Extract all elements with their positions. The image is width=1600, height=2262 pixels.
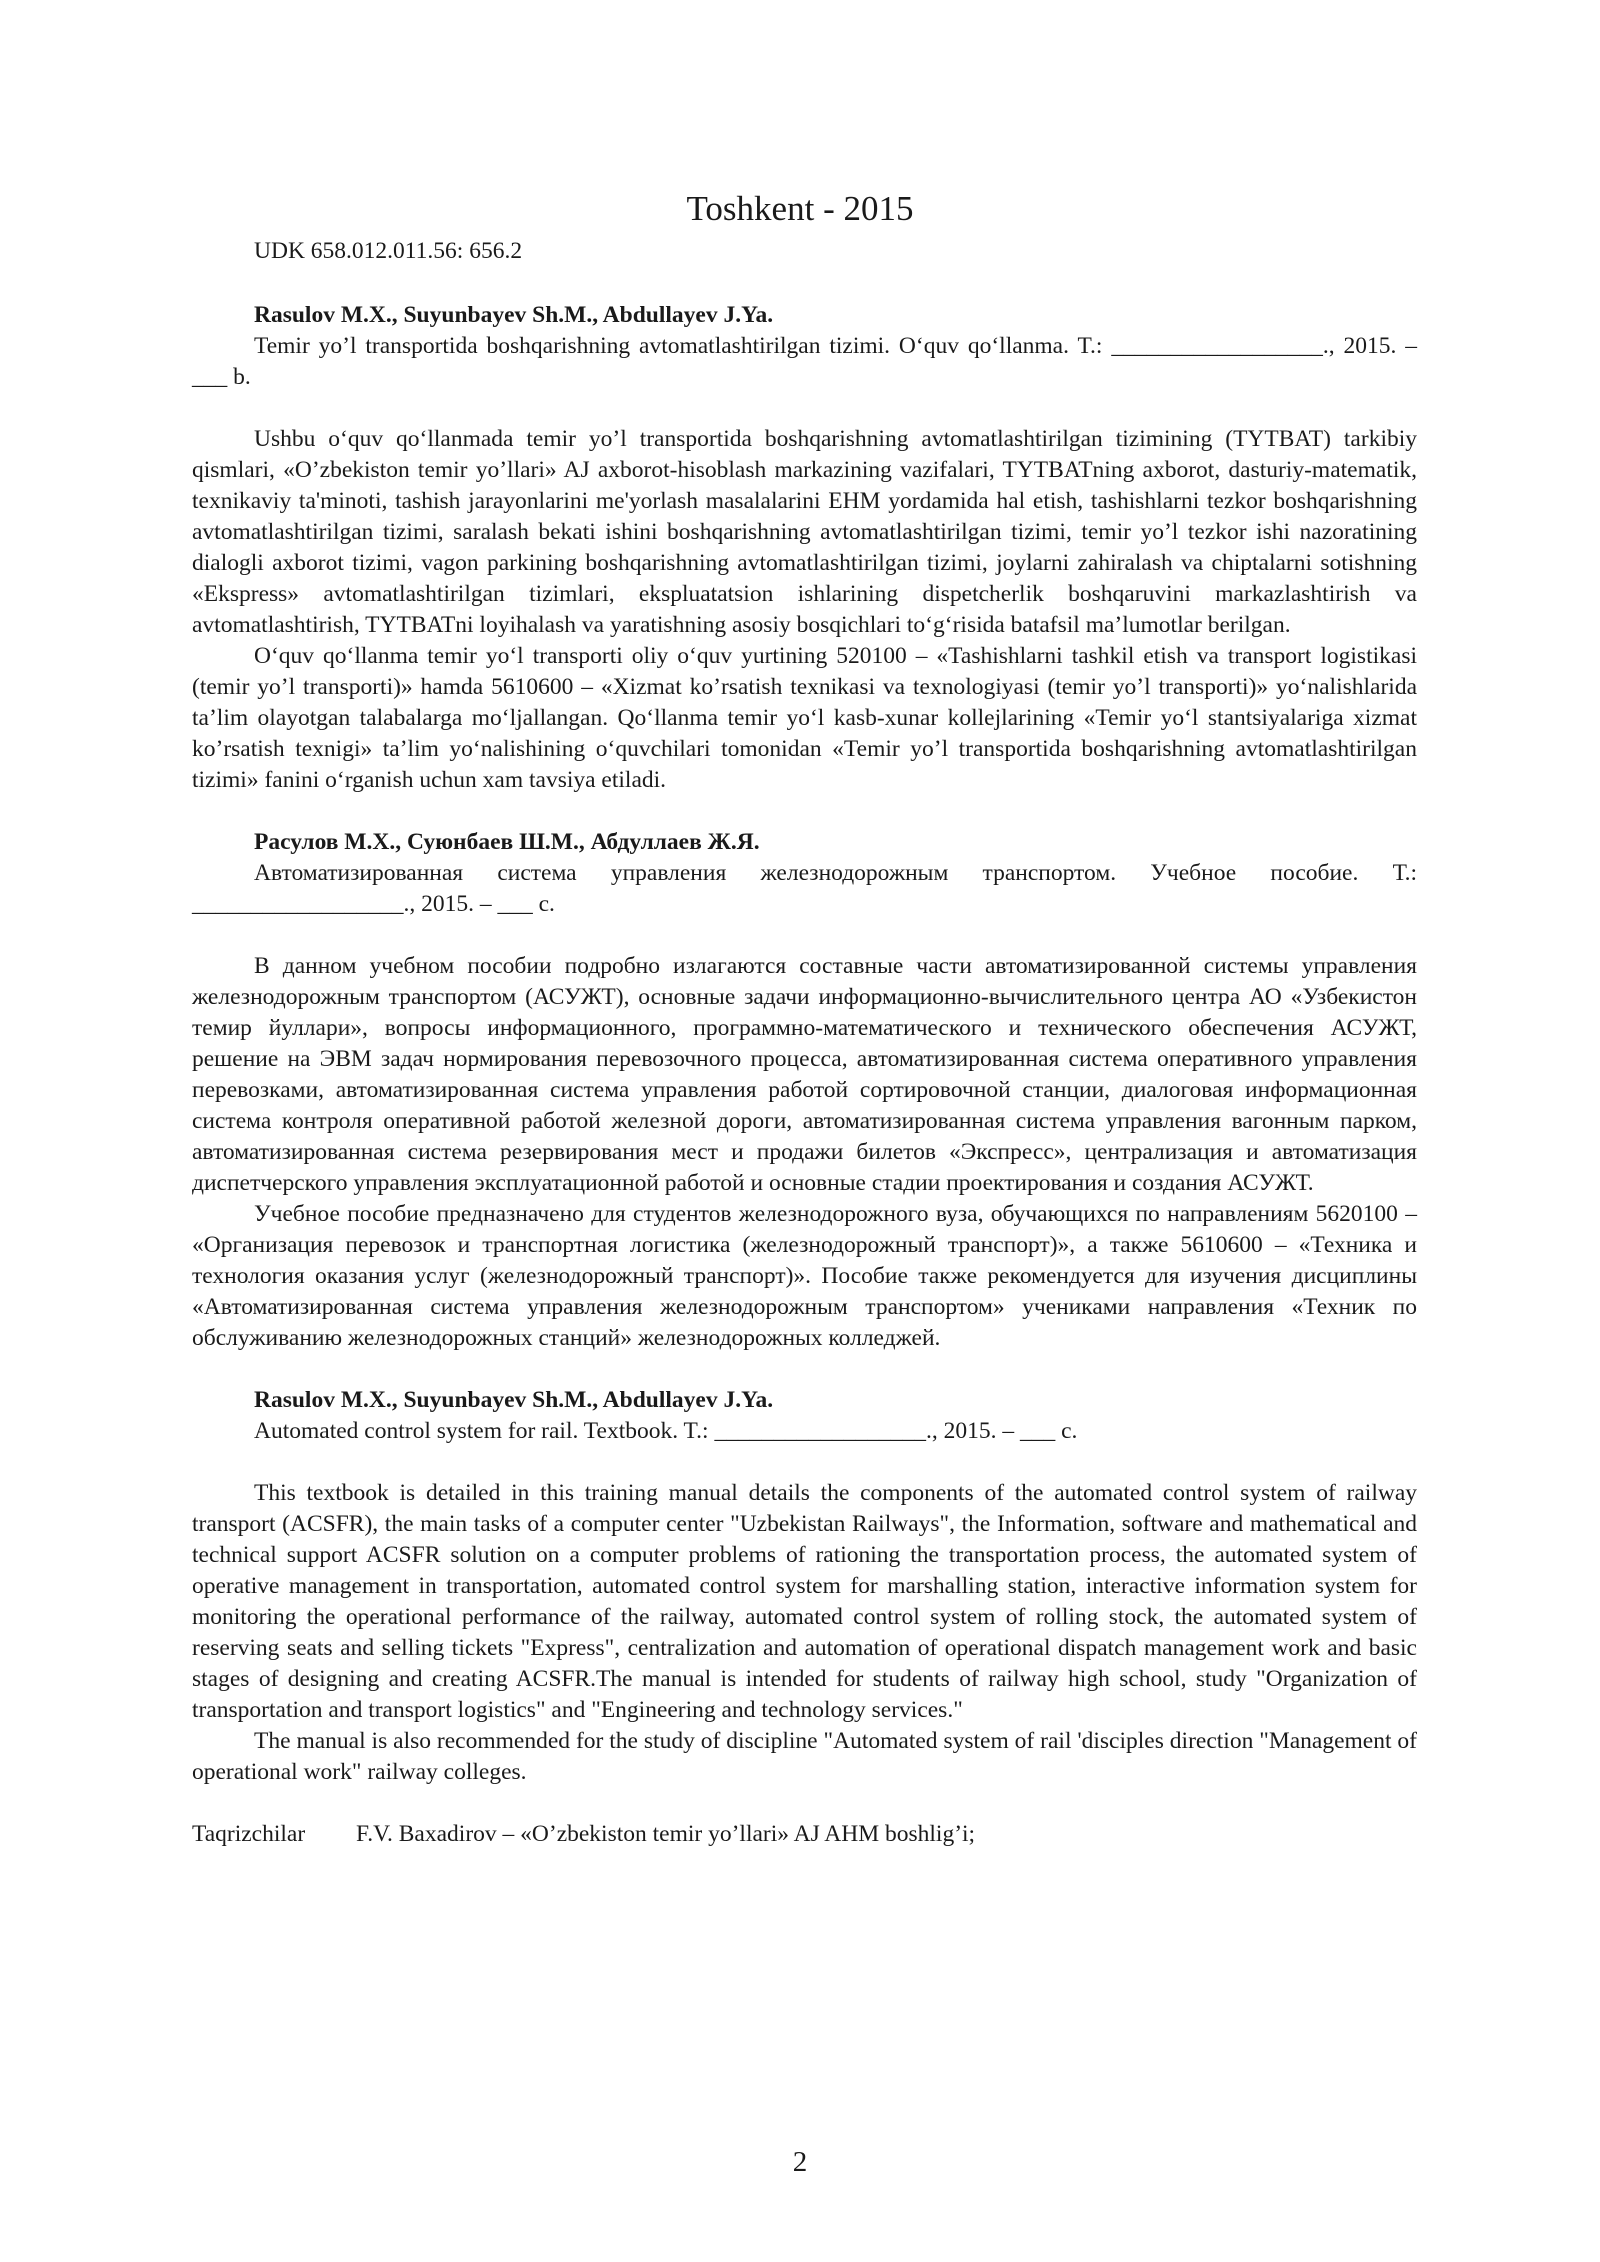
page-number: 2 (792, 2146, 808, 2178)
reviewers-line (192, 1819, 1417, 1850)
ru-citation: Автоматизированная система управления железнодорожным транспортом. Учебное пособие. Т.: __________________., 2015. – ___ с. (192, 860, 1417, 917)
en-citation: Automated control system for rail. Textbook. T.: __________________., 2015. – ___ c. (254, 1418, 1078, 1444)
en-authors: Rasulov M.X., Suyunbayev Sh.M., Abdullayev J.Ya. (254, 1387, 774, 1413)
uz-abstract-paragraph: Ushbu o‘quv qo‘llanmada temir yo’l transportida boshqarishning avtomatlashtirilgan tizimining (TYTBAT) tarkibiy qismlari, «O’zbekiston temir yo’llari» AJ axborot-hisoblash markazining vazifalari, TYTBATning axborot, dasturiy-matematik, texnikaviy ta'minoti, tashish jarayonlarini me'yorlash masalalarini EHM yordamida hal etish, tashishlarni tezkor boshqarishning avtomatlashtirilgan tizimi, saralash bekati ishini boshqarishning avtomatlashtirilgan tizimi, temir yo’l tezkor ishi nazoratining dialogli axborot tizimi, vagon parkining boshqarishning avtomatlashtirilgan tizimi, joylarni zahiralash va chiptalarni sotishning «Ekspress» avtomatlashtirilgan tizimlari, ekspluatatsion ishlarining dispetcherlik boshqaruvini markazlashtirish va avtomatlashtirish, TYTBATni loyihalash va yaratishning asosiy bosqichlari to‘g‘risida batafsil ma’lumotlar berilgan. (192, 426, 1417, 638)
uz-authors: Rasulov M.X., Suyunbayev Sh.M., Abdullayev J.Ya. (254, 302, 774, 328)
en-abstract-paragraph: The manual is also recommended for the study of discipline "Automated system of rail 'disciples direction "Management of operational work" railway colleges. (192, 1728, 1417, 1785)
ru-authors: Расулов М.Х., Суюнбаев Ш.М., Абдуллаев Ж.Я. (254, 829, 760, 855)
annotation-content (192, 300, 1417, 1850)
reviewers-label: Taqrizchilar (192, 1821, 306, 1847)
uz-abstract-paragraph: O‘quv qo‘llanma temir yo‘l transporti oliy o‘quv yurtining 520100 – «Tashishlarni tashkil etish va transport logistikasi (temir yo’l transporti)» hamda 5610600 – «Xizmat ko’rsatish texnikasi va texnologiyasi (temir yo’l transporti)» yo‘nalishlarida ta’lim olayotgan talabalarga mo‘ljallangan. Qo‘llanma temir yo‘l kasb-xunar kollejlarining «Temir yo‘l stantsiyalariga xizmat ko’rsatish texnigi» ta’lim yo‘nalishining o‘quvchilari tomonidan «Temir yo’l transportida boshqarishning avtomatlashtirilgan tizimi» fanini o‘rganish uchun xam tavsiya etiladi. (192, 643, 1417, 793)
en-abstract-paragraph: This textbook is detailed in this training manual details the components of the automated control system of railway transport (ACSFR), the main tasks of a computer center "Uzbekistan Railways", the Information, software and mathematical and technical support ACSFR solution on a computer problems of rationing the transportation process, the automated system of operative management in transportation, automated control system for marshalling station, interactive information system for monitoring the operational performance of the railway, automated control system of rolling stock, the automated system of reserving seats and selling tickets "Express", centralization and automation of operational dispatch management work and basic stages of designing and creating ACSFR.The manual is intended for students of railway high school, study "Organization of transportation and transport logistics" and "Engineering and technology services." (192, 1480, 1417, 1723)
city-year-heading: Toshkent - 2015 (686, 189, 914, 228)
uz-citation: Temir yo’l transportida boshqarishning avtomatlashtirilgan tizimi. O‘quv qo‘llanma. T.: __________________., 2015. – ___ b. (192, 333, 1417, 390)
ru-abstract-paragraph: Учебное пособие предназначено для студентов железнодорожного вуза, обучающихся по направлениям 5620100 – «Организация перевозок и транспортная логистика (железнодорожный транспорт)», а также 5610600 – «Техника и технология оказания услуг (железнодорожный транспорт)». Пособие также рекомендуется для изучения дисциплины «Автоматизированная система управления железнодорожным транспортом» учениками направления «Техник по обслуживанию железнодорожных станций» железнодорожных колледжей. (192, 1201, 1417, 1351)
reviewer-entry: F.V. Baxadirov – «O’zbekiston temir yo’llari» AJ AHM boshlig’i; (356, 1821, 976, 1847)
ru-abstract-paragraph: В данном учебном пособии подробно излагаются составные части автоматизированной системы управления железнодорожным транспортом (АСУЖТ), основные задачи информационно-вычислительного центра АО «Узбекистон темир йуллари», вопросы информационного, программно-математического и технического обеспечения АСУЖТ, решение на ЭВМ задач нормирования перевозочного процесса, автоматизированная система оперативного управления перевозками, автоматизированная система управления работой сортировочной станции, диалоговая информационная система контроля оперативной работой железной дороги, автоматизированная система управления вагонным парком, автоматизированная система резервирования мест и продажи билетов «Экспресс», централизация и автоматизация диспетчерского управления эксплуатационной работой и основные стадии проектирования и создания АСУЖТ. (192, 953, 1417, 1196)
udk-code: UDK 658.012.011.56: 656.2 (254, 238, 523, 264)
